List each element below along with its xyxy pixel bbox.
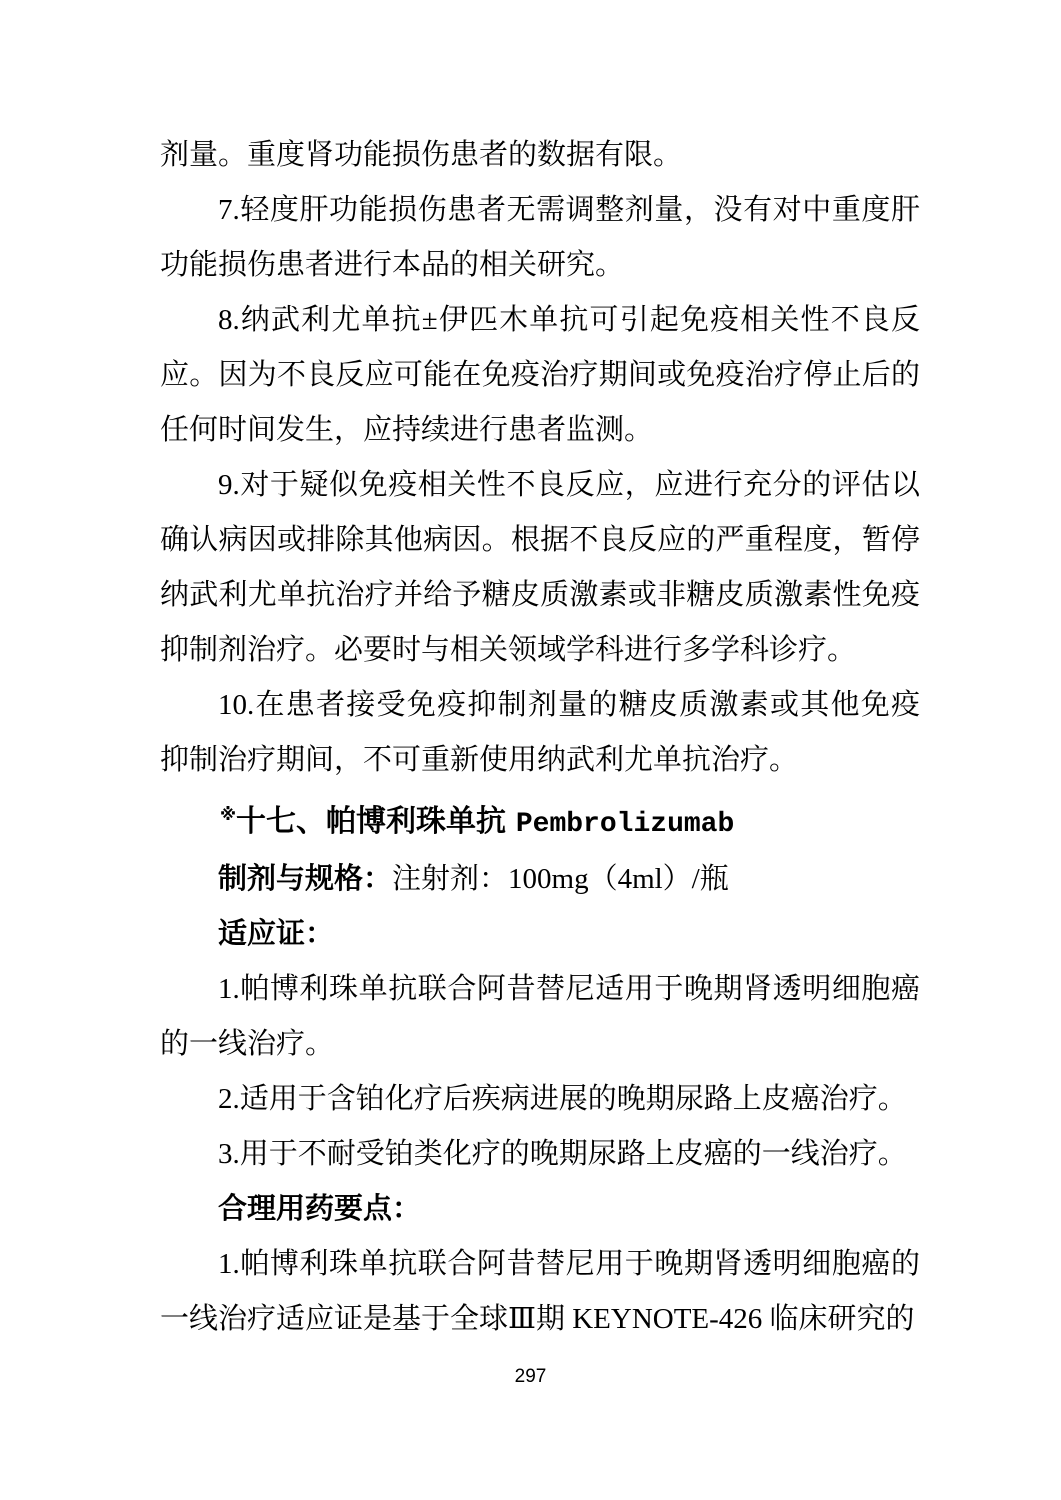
para-indication-1: 1.帕博利珠单抗联合阿昔替尼适用于晚期肾透明细胞癌的一线治疗。	[160, 973, 920, 1060]
para-dose-continuation: 剂量。重度肾功能损伤患者的数据有限。	[160, 139, 683, 171]
usage-heading	[160, 1182, 920, 1237]
para-nivolumab-point-10: 10.在患者接受免疫抑制剂量的糖皮质激素或其他免疫抑制治疗期间，不可重新使用纳武利尤单抗治疗。	[160, 689, 920, 776]
para-nivolumab-point-8: 8.纳武利尤单抗±伊匹木单抗可引起免疫相关性不良反应。因为不良反应可能在免疫治疗期间或免疫治疗停止后的任何时间发生，应持续进行患者监测。	[160, 304, 920, 446]
formulation-value: 注射剂：100mg（4ml）/瓶	[392, 863, 729, 895]
indications-label: 适应证：	[218, 918, 335, 950]
usage-label: 合理用药要点：	[218, 1193, 422, 1225]
section-heading-en: Pembrolizumab	[515, 809, 735, 840]
para-nivolumab-point-7: 7.轻度肝功能损伤患者无需调整剂量，没有对中重度肝功能损伤患者进行本品的相关研究。	[160, 194, 920, 281]
formulation-line	[160, 852, 920, 907]
para-nivolumab-point-9: 9.对于疑似免疫相关性不良反应，应进行充分的评估以确认病因或排除其他病因。根据不良反应的严重程度，暂停纳武利尤单抗治疗并给予糖皮质激素或非糖皮质激素性免疫抑制剂治疗。必要时与相关领域学科进行多学科诊疗。	[160, 469, 920, 666]
para-indication-3: 3.用于不耐受铂类化疗的晚期尿路上皮癌的一线治疗。	[218, 1138, 907, 1170]
para-usage-point-1: 1.帕博利珠单抗联合阿昔替尼用于晚期肾透明细胞癌的一线治疗适应证是基于全球Ⅲ期 KEYNOTE-426 临床研究的	[160, 1248, 920, 1335]
page-content	[160, 128, 920, 1347]
page-number: 297	[514, 1366, 547, 1387]
indications-heading	[160, 907, 920, 962]
reference-asterisk-marker: ※	[220, 806, 237, 824]
section-heading-zh: 十七、帕博利珠单抗	[236, 805, 507, 838]
para-indication-2: 2.适用于含铂化疗后疾病进展的晚期尿路上皮癌治疗。	[218, 1083, 907, 1115]
formulation-label: 制剂与规格：	[218, 863, 393, 895]
section-heading-pembrolizumab	[160, 788, 920, 852]
